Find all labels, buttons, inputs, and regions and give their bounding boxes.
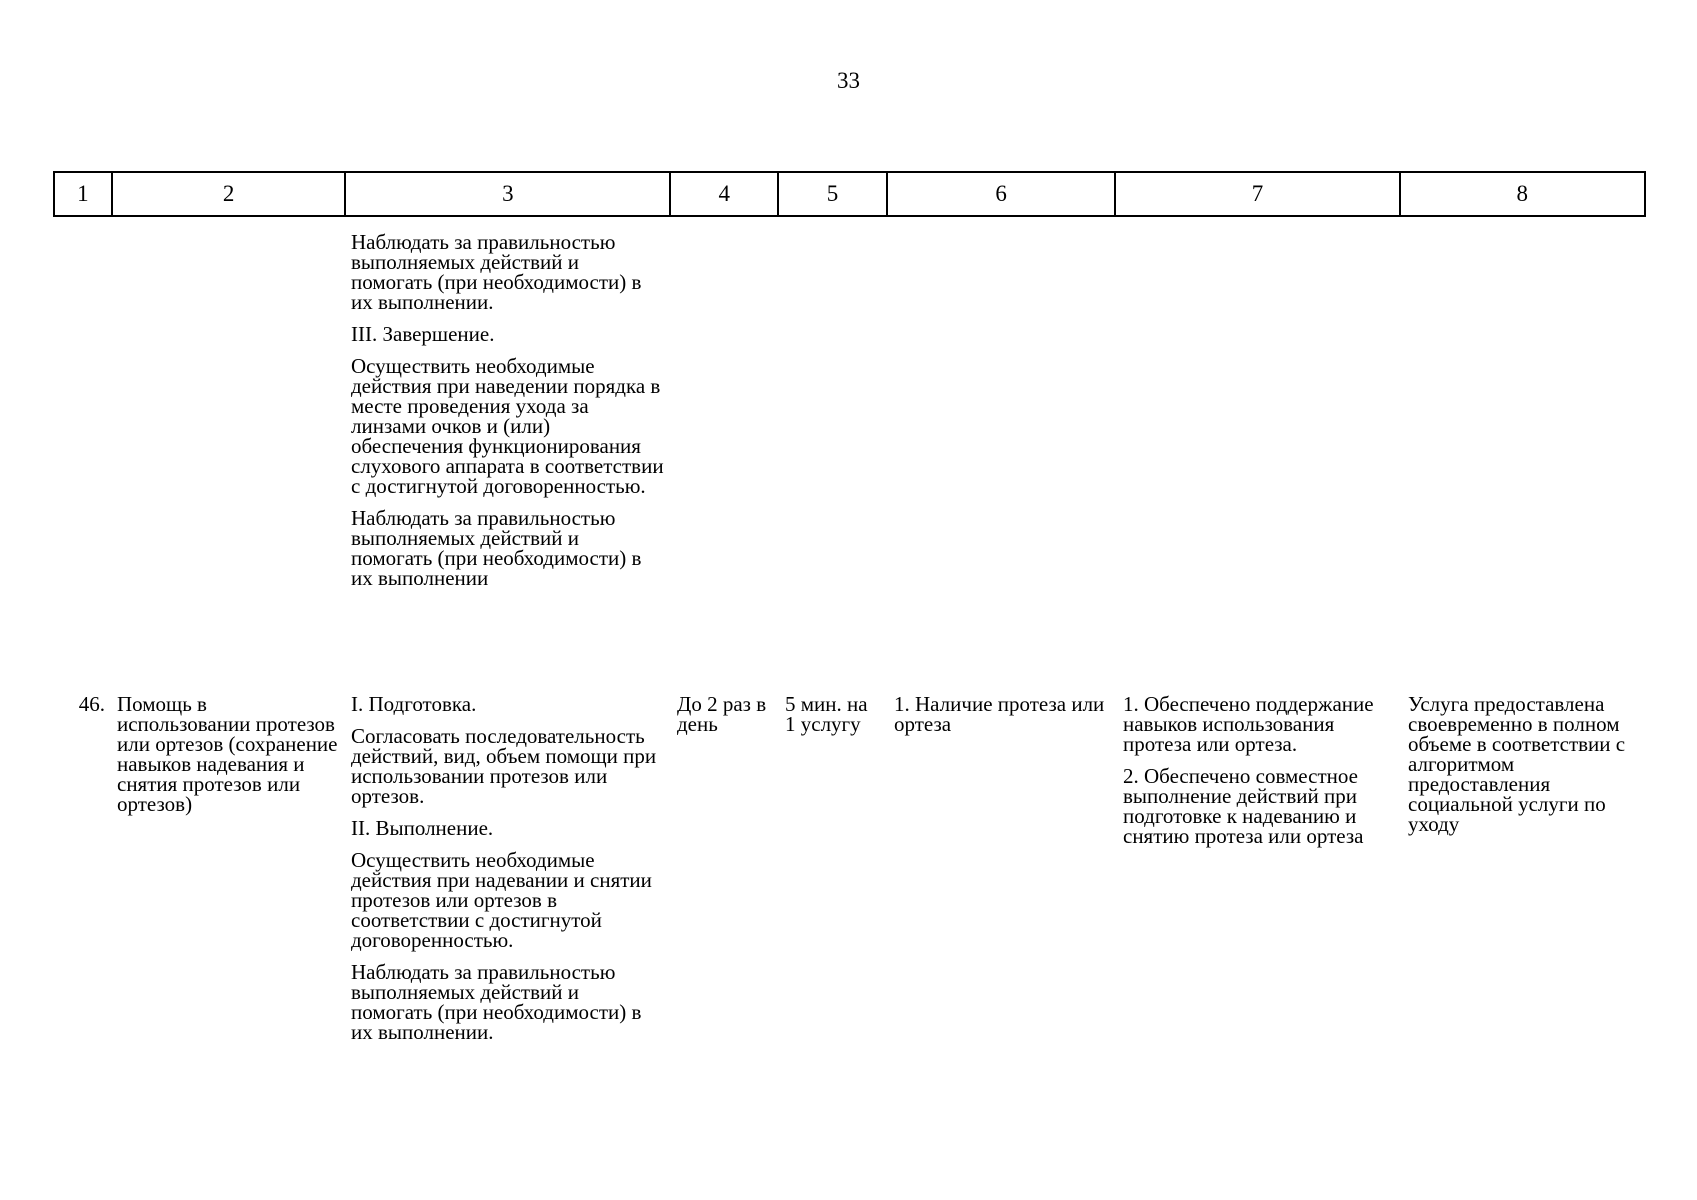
- header-col-7: 7: [1116, 173, 1400, 215]
- conditions: 1. Наличие протеза или ортеза: [894, 692, 1105, 736]
- header-col-3: 3: [346, 173, 671, 215]
- step-text: III. Завершение.: [351, 322, 495, 346]
- step-text: Осуществить необходимые действия при надевании и снятии протезов или ортезов в соответствии с достигнутой договоренностью.: [351, 848, 652, 952]
- quality-criteria: Услуга предоставлена своевременно в полном объеме в соответствии с алгоритмом предоставления социальной услуги по уходу: [1408, 692, 1626, 836]
- row-number: 46.: [78, 692, 105, 716]
- page-number: 33: [837, 68, 860, 93]
- header-col-1: 1: [55, 173, 113, 215]
- frequency: До 2 раз в день: [677, 692, 767, 736]
- table-row-46: [53, 694, 1646, 1054]
- step-text: Наблюдать за правильностью выполняемых действий и помогать (при необходимости) в их выполнении: [351, 506, 642, 590]
- continuation-steps: [345, 232, 671, 694]
- result-text: 1. Обеспечено поддержание навыков использования протеза или ортеза.: [1123, 692, 1374, 756]
- results: [1117, 694, 1402, 1054]
- header-col-6: 6: [888, 173, 1116, 215]
- duration: 5 мин. на 1 услугу: [785, 692, 868, 736]
- header-col-2: 2: [113, 173, 346, 215]
- header-col-8: 8: [1516, 181, 1529, 206]
- header-col-4: 4: [671, 173, 779, 215]
- service-steps: [345, 694, 671, 1054]
- service-name: Помощь в использовании протезов или ортезов (сохранение навыков надевания и снятия протезов или ортезов): [117, 692, 338, 816]
- step-text: II. Выполнение.: [351, 816, 494, 840]
- table-row-continuation: [53, 232, 1646, 694]
- table-header-row: [53, 171, 1646, 217]
- step-text: Наблюдать за правильностью выполняемых действий и помогать (при необходимости) в их выполнении.: [351, 230, 642, 314]
- step-text: Согласовать последовательность действий, вид, объем помощи при использовании протезов или ортезов.: [351, 724, 657, 808]
- step-text: I. Подготовка.: [351, 692, 477, 716]
- header-col-5: 5: [779, 173, 888, 215]
- result-text: 2. Обеспечено совместное выполнение действий при подготовке к надеванию и снятию протеза или ортеза: [1123, 764, 1364, 848]
- step-text: Наблюдать за правильностью выполняемых действий и помогать (при необходимости) в их выполнении.: [351, 960, 642, 1044]
- table-body: [53, 232, 1646, 1054]
- step-text: Осуществить необходимые действия при наведении порядка в месте проведения ухода за линзами очков и (или) обеспечения функционирования слухового аппарата в соответствии с достигнутой договоренностью.: [351, 354, 664, 498]
